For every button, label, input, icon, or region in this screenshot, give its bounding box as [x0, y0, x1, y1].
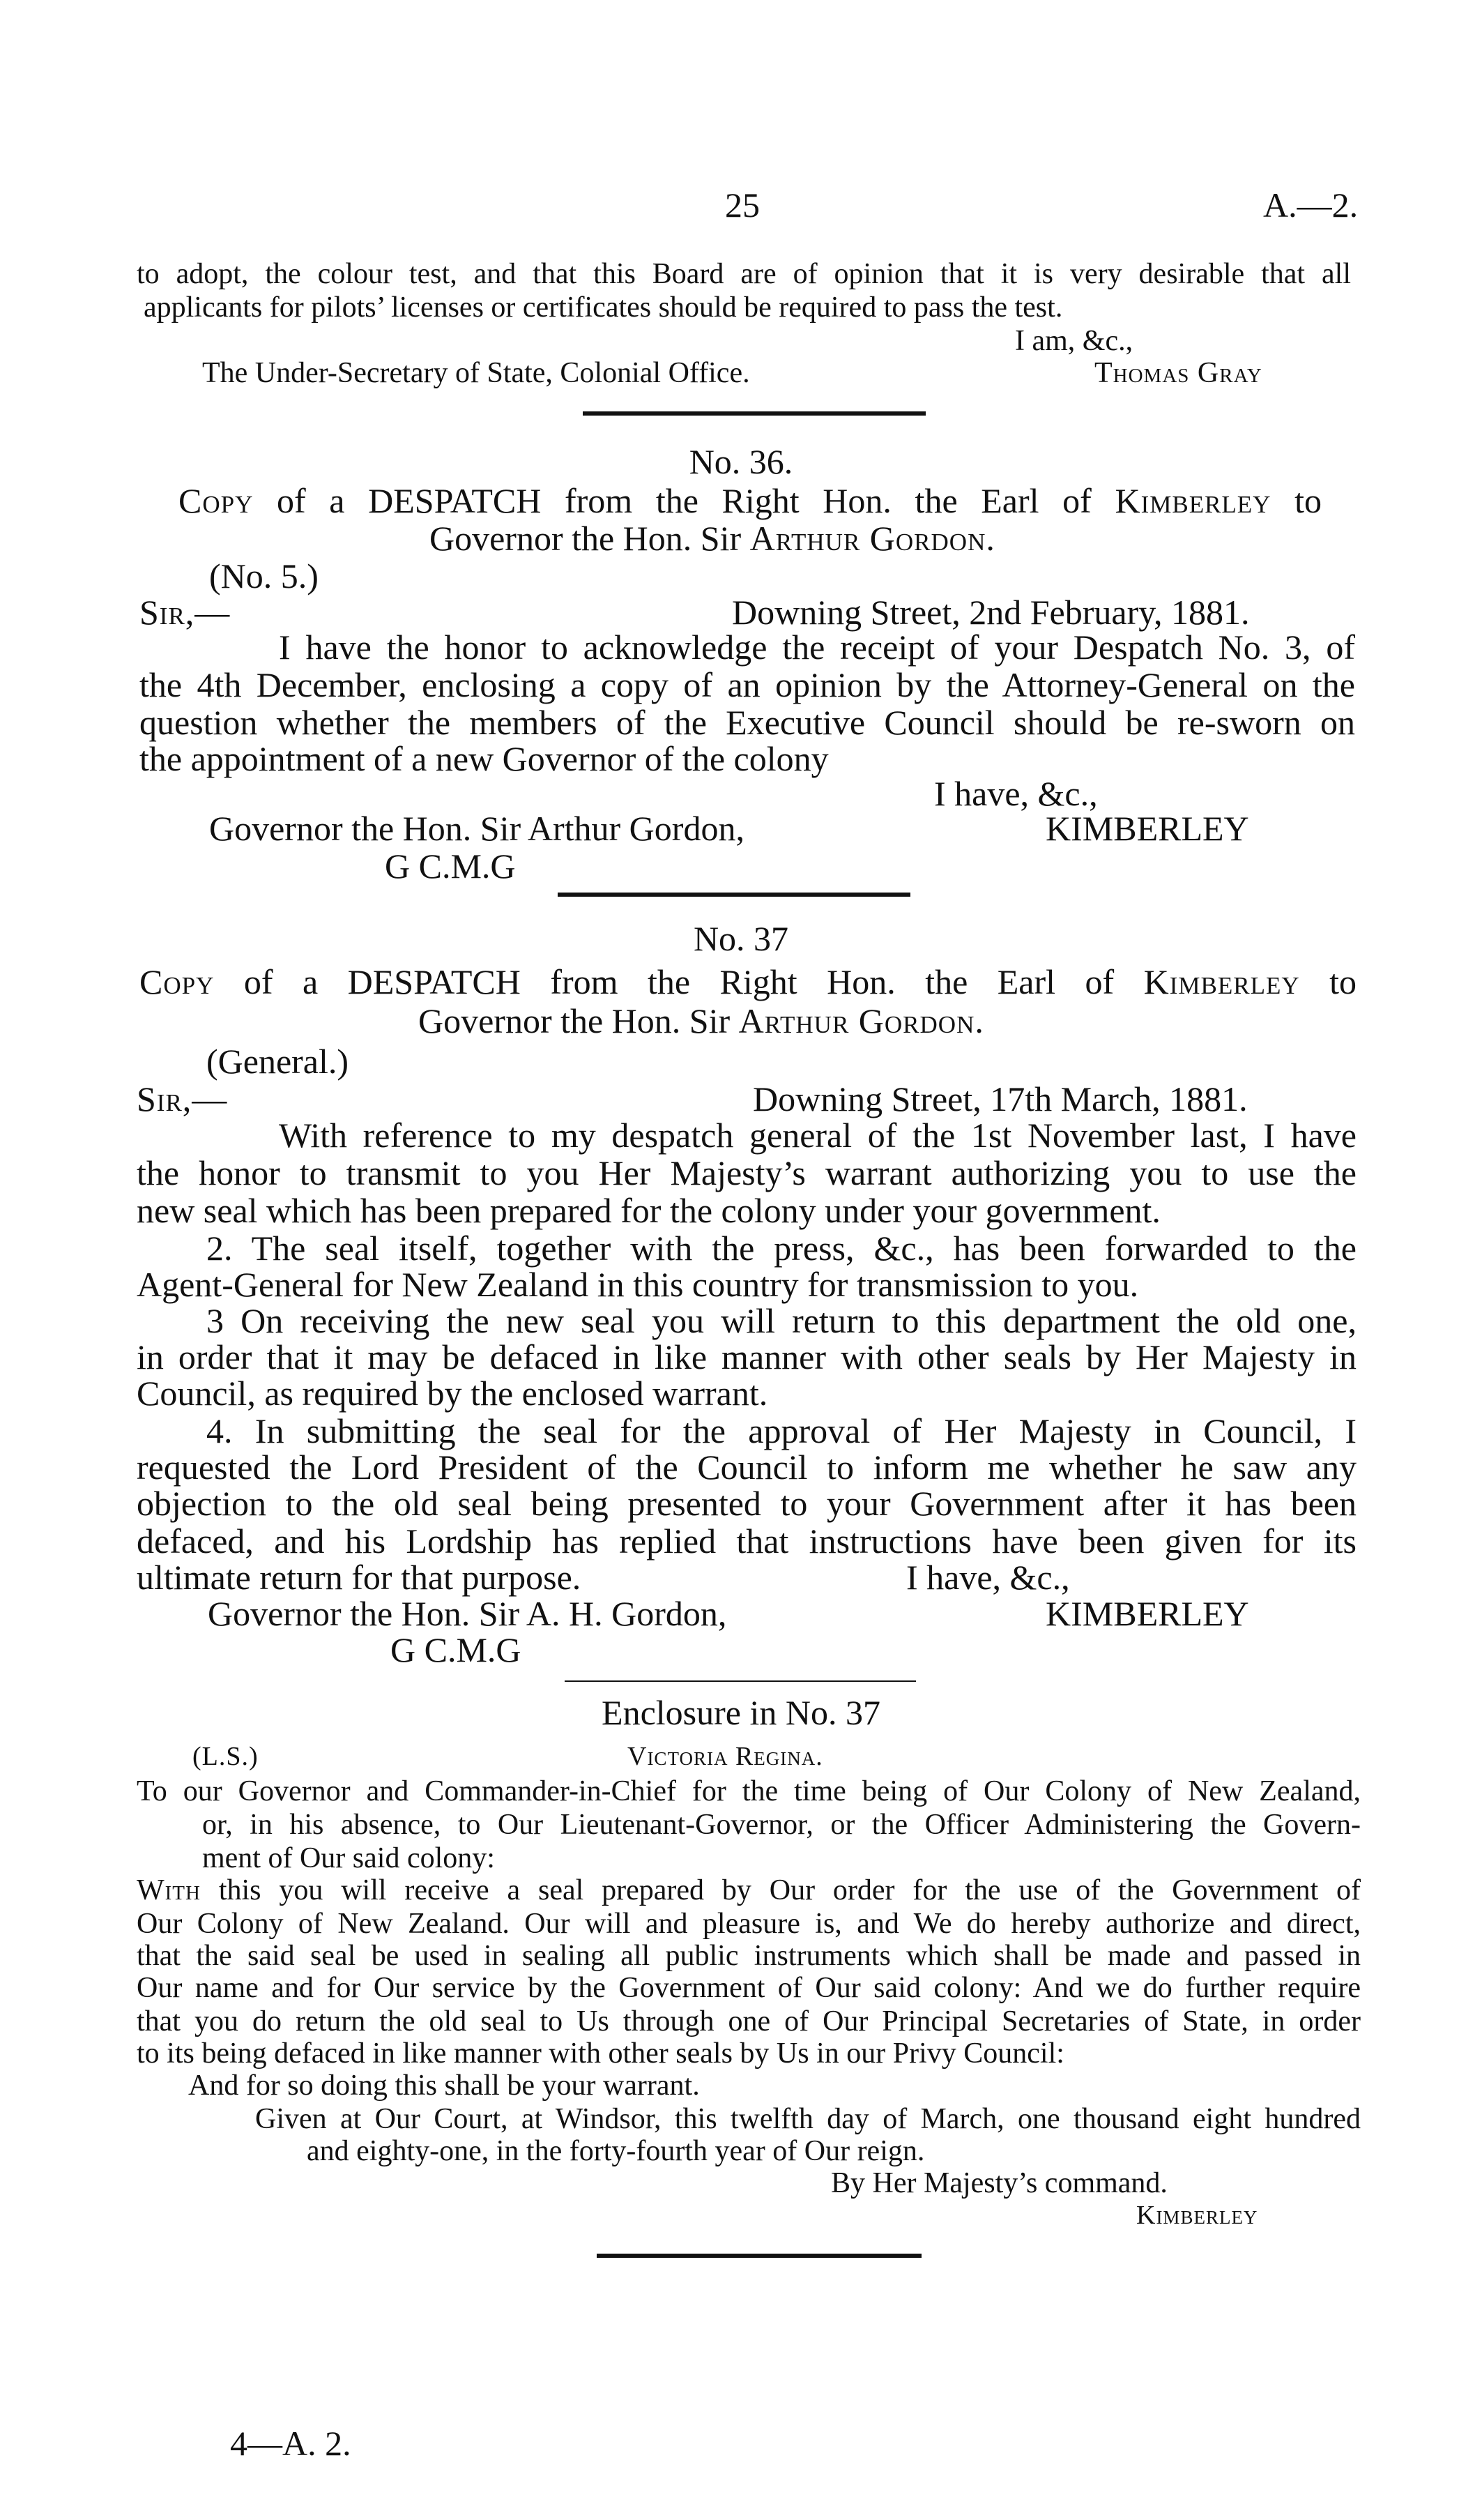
despatch-36-body-line-4: the appointment of a new Governor of the colony — [139, 739, 829, 778]
despatch-37-para4-line-4: defaced, and his Lordship has replied that instructions have been given for its — [137, 1521, 1357, 1561]
enclosure-address-line-2: or, in his absence, to Our Lieutenant-Governor, or the Officer Administering the Govern- — [202, 1809, 1361, 1841]
prior-text-line-1: to adopt, the colour test, and that this Board are of opinion that it is very desirable that all — [137, 258, 1351, 290]
despatch-36-title-line-1 — [178, 483, 1322, 519]
despatch-36-salutation: Sir,— — [139, 593, 231, 632]
despatch-36-body-line-3: question whether the members of the Executive Council should be re-sworn on — [139, 703, 1355, 742]
enclosure-body-line-1 — [137, 1874, 1361, 1906]
thin-divider — [565, 1680, 916, 1682]
enclosure-given-line-1: Given at Our Court, at Windsor, this twelfth day of March, one thousand eight hundred — [255, 2103, 1361, 2135]
enclosure-with-word: With — [137, 1874, 201, 1906]
despatch-37-para3-line-2: in order that it may be defaced in like manner with other seals by Her Majesty in — [137, 1337, 1357, 1376]
despatch-36-place-date: Downing Street, 2nd February, 1881. — [732, 593, 1250, 632]
despatch-37-addressee: Governor the Hon. Sir A. H. Gordon, — [208, 1594, 727, 1633]
despatch-37-para1-line-2: the honor to transmit to you Her Majesty’s warrant authorizing you to use the — [137, 1153, 1357, 1192]
despatch-37-ref: (General.) — [206, 1042, 349, 1081]
despatch-37-para4-line-2: requested the Lord President of the Council to inform me whether he saw any — [137, 1448, 1357, 1487]
title-to: to — [1329, 962, 1357, 1001]
enclosure-body-line-6: to its being defaced in like manner with other seals by Us in our Privy Council: — [137, 2037, 1064, 2070]
enclosure-address-line-3: ment of Our said colony: — [202, 1842, 495, 1874]
despatch-37-para1-line-3: new seal which has been prepared for the colony under your government. — [137, 1191, 1161, 1230]
title-governor-name: Arthur Gordon. — [738, 1001, 984, 1040]
despatch-36-ref: (No. 5.) — [209, 556, 319, 595]
enclosure-command: By Her Majesty’s command. — [831, 2167, 1168, 2199]
title-copy-word: Copy — [139, 962, 215, 1001]
despatch-37-place-date: Downing Street, 17th March, 1881. — [753, 1079, 1248, 1118]
section-divider — [583, 411, 926, 416]
document-reference: A.—2. — [1263, 185, 1359, 225]
title-text: of a DESPATCH from the Right Hon. the Earl of — [243, 962, 1115, 1001]
section-divider — [558, 893, 910, 897]
despatch-36-body-line-2: the 4th December, enclosing a copy of an opinion by the Attorney-General on the — [139, 665, 1355, 704]
title-governor: Governor the Hon. Sir — [418, 1001, 731, 1040]
despatch-37-number: No. 37 — [693, 919, 789, 958]
despatch-37-signature: KIMBERLEY — [1046, 1594, 1249, 1633]
title-earl-name: Kimberley — [1115, 481, 1271, 520]
prior-closing: I am, &c., — [1015, 325, 1133, 357]
title-governor: Governor the Hon. Sir — [429, 519, 742, 558]
prior-signature: Thomas Gray — [1094, 357, 1262, 389]
despatch-37-para1-line-1: With reference to my despatch general of the 1st November last, I have — [279, 1116, 1357, 1155]
section-divider — [597, 2254, 922, 2258]
despatch-37-title-line-2 — [418, 1003, 984, 1040]
despatch-37-para4-line-3: objection to the old seal being presented to your Government after it has been — [137, 1484, 1357, 1523]
enclosure-regina: Victoria Regina. — [627, 1742, 823, 1771]
page-number: 25 — [725, 185, 760, 225]
despatch-36-addressee: Governor the Hon. Sir Arthur Gordon, — [209, 809, 744, 848]
despatch-37-title-line-1 — [139, 964, 1357, 1001]
despatch-37-para4-line-1: 4. In submitting the seal for the approval of Her Majesty in Council, I — [206, 1411, 1357, 1450]
enclosure-body-line-4: Our name and for Our service by the Government of Our said colony: And we do further require — [137, 1972, 1361, 2004]
prior-text-line-2: applicants for pilots’ licenses or certificates should be required to pass the test. — [144, 291, 1063, 324]
enclosure-warrant: And for so doing this shall be your warrant. — [188, 2070, 700, 2102]
enclosure-body-line-3: that the said seal be used in sealing all public instruments which shall be made and passed in — [137, 1940, 1361, 1972]
enclosure-body-line-5: that you do return the old seal to Us through one of Our Principal Secretaries of State, in order — [137, 2005, 1361, 2037]
despatch-36-number: No. 36. — [689, 442, 793, 481]
title-copy-word: Copy — [178, 481, 254, 520]
despatch-36-signature: KIMBERLEY — [1046, 809, 1249, 848]
despatch-37-para4-line-5: ultimate return for that purpose. — [137, 1558, 581, 1597]
despatch-37-salutation: Sir,— — [137, 1079, 228, 1118]
title-governor-name: Arthur Gordon. — [749, 519, 995, 558]
despatch-37-para2-line-2: Agent-General for New Zealand in this country for transmission to you. — [137, 1265, 1139, 1304]
enclosure-body-line-2: Our Colony of New Zealand. Our will and pleasure is, and We do hereby authorize and direct, — [137, 1908, 1361, 1940]
despatch-36-title-line-2 — [429, 520, 995, 557]
despatch-36-honours: G C.M.G — [385, 847, 516, 886]
despatch-37-para3-line-1: 3 On receiving the new seal you will return to this department the old one, — [206, 1301, 1357, 1340]
title-earl-name: Kimberley — [1143, 962, 1300, 1001]
despatch-36-body-line-1: I have the honor to acknowledge the receipt of your Despatch No. 3, of — [279, 628, 1355, 667]
enclosure-body-text: this you will receive a seal prepared by Our order for the use of the Government of — [218, 1874, 1361, 1906]
title-text: of a DESPATCH from the Right Hon. the Earl of — [277, 481, 1092, 520]
despatch-37-closing: I have, &c., — [906, 1558, 1070, 1597]
signature-mark: 4—A. 2. — [230, 2424, 351, 2463]
despatch-37-para2-line-1: 2. The seal itself, together with the press, &c., has been forwarded to the — [206, 1229, 1357, 1268]
despatch-36-closing: I have, &c., — [934, 774, 1098, 813]
prior-addressee: The Under-Secretary of State, Colonial Office. — [202, 357, 750, 389]
enclosure-signature: Kimberley — [1136, 2201, 1258, 2230]
enclosure-address-line-1: To our Governor and Commander-in-Chief for the time being of Our Colony of New Zealand, — [137, 1775, 1361, 1807]
enclosure-heading: Enclosure in No. 37 — [602, 1693, 880, 1732]
despatch-37-para3-line-3: Council, as required by the enclosed warrant. — [137, 1374, 768, 1413]
despatch-37-honours: G C.M.G — [390, 1630, 521, 1669]
title-to: to — [1294, 481, 1322, 520]
enclosure-given-line-2: and eighty-one, in the forty-fourth year of Our reign. — [307, 2135, 925, 2167]
enclosure-seal-mark: (L.S.) — [192, 1742, 259, 1771]
